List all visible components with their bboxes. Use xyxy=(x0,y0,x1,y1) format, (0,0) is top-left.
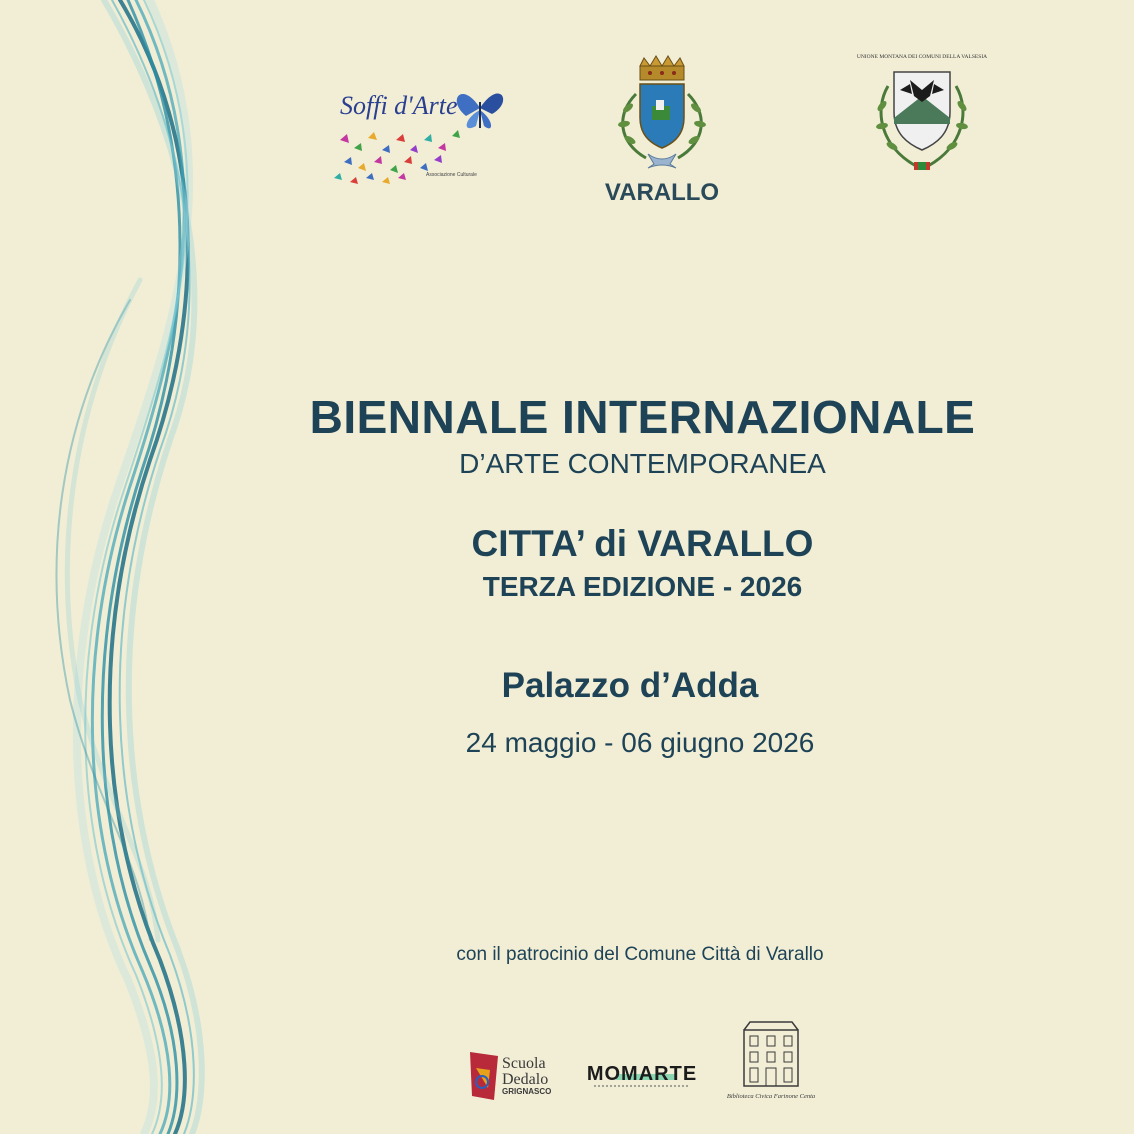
varallo-coat-of-arms xyxy=(606,54,718,210)
svg-text:VARALLO: VARALLO xyxy=(604,179,720,206)
svg-text:UNIONE MONTANA DEI COMUNI DELL: UNIONE MONTANA DEI COMUNI DELLA VALSESIA xyxy=(856,54,988,60)
decorative-ribbon xyxy=(0,0,240,1134)
svg-text:GRIGNASCO: GRIGNASCO xyxy=(502,1087,552,1096)
biblioteca-logo xyxy=(726,1020,816,1110)
event-venue: Palazzo d’Adda xyxy=(501,666,759,705)
event-dates: 24 maggio - 06 giugno 2026 xyxy=(465,727,815,758)
svg-text:Associazione Culturale: Associazione Culturale xyxy=(426,172,477,178)
event-title: BIENNALE INTERNAZIONALE xyxy=(309,391,976,443)
soffi-arte-logo xyxy=(330,78,512,188)
svg-text:Soffi d'Arte: Soffi d'Arte xyxy=(340,91,458,120)
patronage-note: con il patrocinio del Comune Città di Varallo xyxy=(456,944,824,965)
scuola-dedalo-logo xyxy=(468,1048,564,1104)
event-city: CITTA’ di VARALLO xyxy=(471,523,814,564)
unione-montana-logo xyxy=(856,50,988,184)
momarte-logo xyxy=(588,1060,696,1090)
event-edition: TERZA EDIZIONE - 2026 xyxy=(482,571,803,602)
svg-text:MOMARTE: MOMARTE xyxy=(586,1063,698,1085)
svg-text:Biblioteca Civica Farinone Cen: Biblioteca Civica Farinone Centa xyxy=(726,1093,816,1100)
event-subtitle: D’ARTE CONTEMPORANEA xyxy=(459,448,826,479)
svg-text:Dedalo: Dedalo xyxy=(502,1071,549,1088)
svg-text:Scuola: Scuola xyxy=(502,1055,546,1072)
